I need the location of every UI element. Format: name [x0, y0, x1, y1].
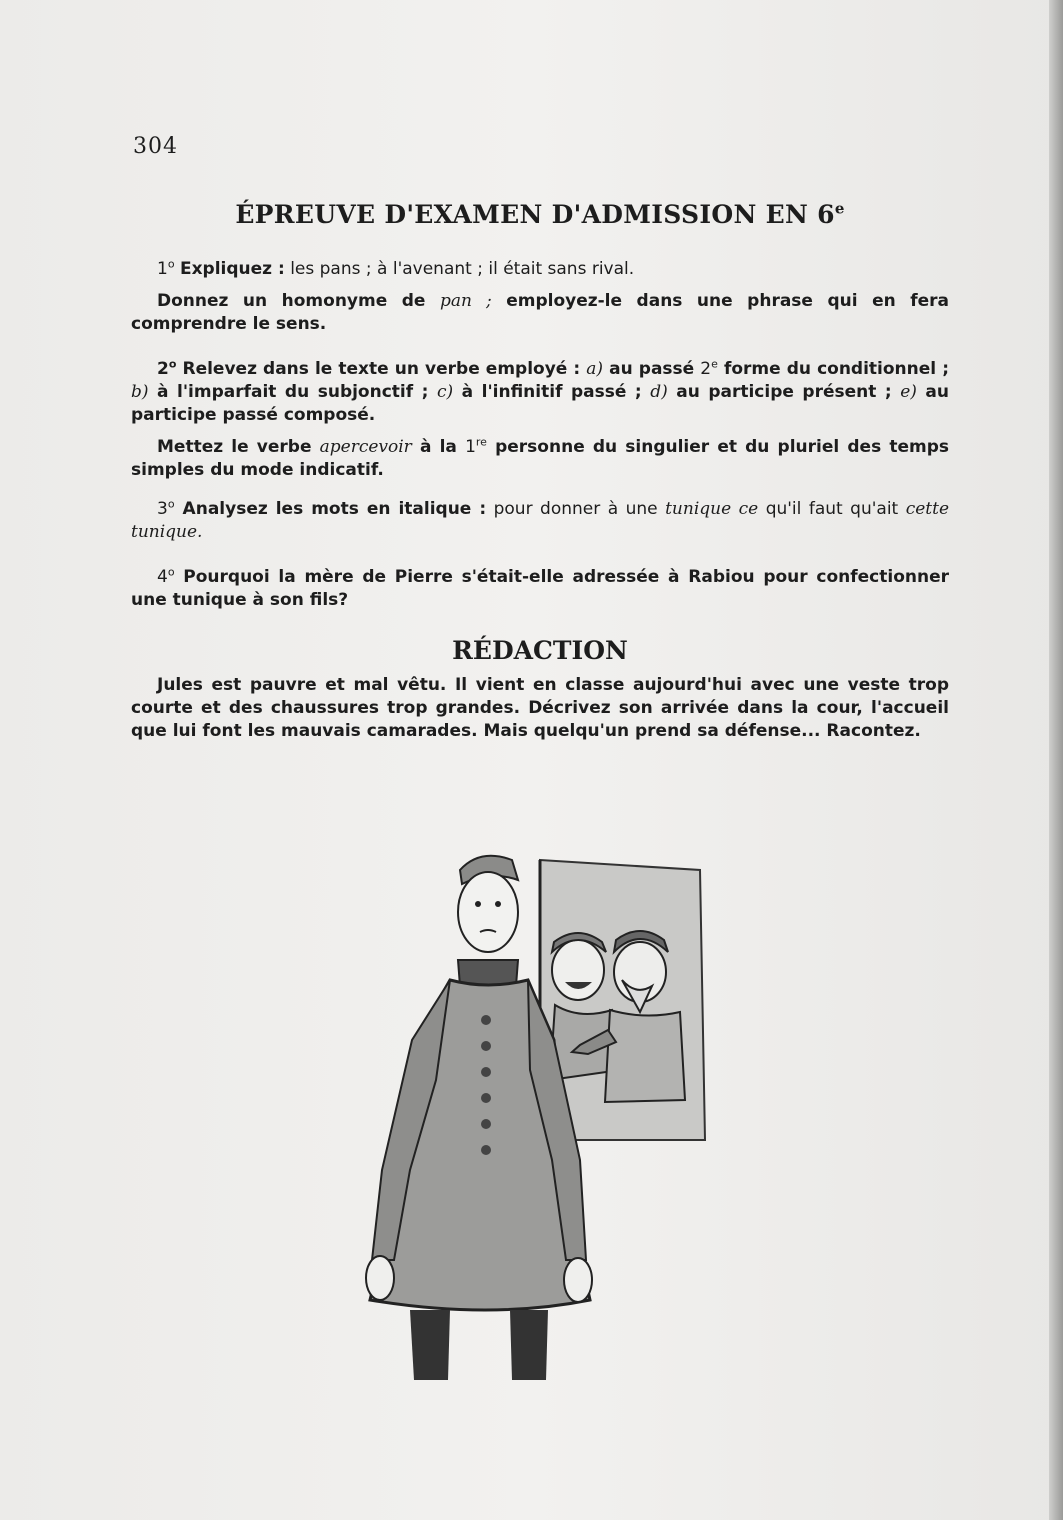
redaction-text: Jules est pauvre et mal vêtu. Il vient en classe aujourd'hui avec une veste trop courte et des chaussures trop grandes. Décrivez son arrivée dans la cour, l'accueil que lui font les mauvais camarades. Mais quelqu'un prend sa défense... Racontez.	[131, 675, 949, 741]
page-number: 304	[133, 134, 178, 159]
question-2: 2$^o$ Relevez dans le texte un verbe employé : a) au passé 2e forme du conditionnel ; b) à l'imparfait du subjonctif ; c) à l'infinitif passé ; d) au participe présent ; e) au participe passé composé.	[131, 357, 949, 425]
question-1-part-2: Donnez un homonyme de pan ; employez-le dans une phrase qui en fera comprendre le sens.	[131, 291, 949, 334]
question-1: 1$^o$ Expliquez : les pans ; à l'avenant ; il était sans rival.	[157, 257, 635, 279]
question-3: 3$^o$ Analysez les mots en italique : pour donner à une tunique ce qu'il faut qu'ait cette tunique.	[131, 497, 950, 542]
page-title: ÉPREUVE D'EXAMEN D'ADMISSION EN 6e	[235, 199, 845, 229]
page-edge	[1049, 0, 1063, 1520]
question-2-part-2: Mettez le verbe apercevoir à la 1re personne du singulier et du pluriel des temps simples du mode indicatif.	[131, 435, 949, 480]
question-4: 4$^o$ Pourquoi la mère de Pierre s'était-elle adressée à Rabiou pour confectionner une tunique à son fils?	[131, 565, 949, 610]
redaction-title: RÉDACTION	[452, 636, 628, 665]
illustration-schoolboy	[340, 840, 720, 1380]
